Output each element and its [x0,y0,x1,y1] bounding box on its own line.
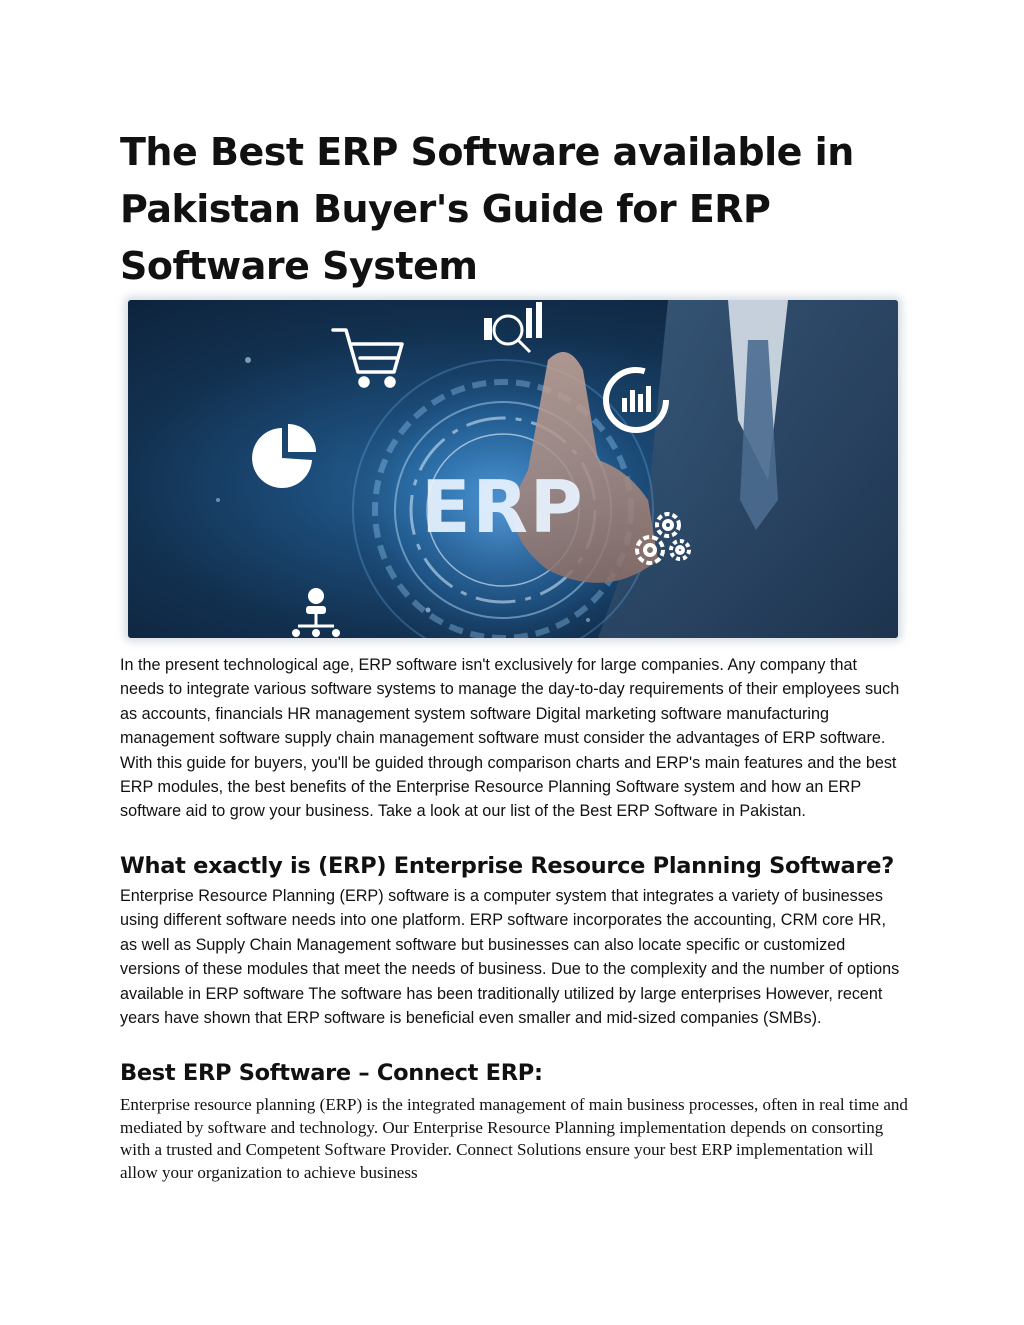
erp-illustration [128,300,898,638]
section-body-connect-erp: Enterprise resource planning (ERP) is the integrated management of main business processes, often in real time and mediated by software and technology. Our Enterprise Resource Planning implementation depends on consorting with a trusted and Competent Software Provider. Connect Solutions ensure your best ERP implementation will allow your organization to achieve business [120,1095,908,1182]
pie-chart-icon [252,424,316,488]
section-body-what-is-erp: Enterprise Resource Planning (ERP) software is a computer system that integrates a variety of businesses using different software needs into one platform. ERP software incorporates the accounting, CRM core HR, as well as Supply Chain Management software but businesses can also locate specific or customized versions of these modules that meet the needs of business. Due to the complexity and the number of options available in ERP software The software has been traditionally utilized by large enterprises However, recent years have shown that ERP software is beneficial even smaller and mid-sized companies (SMBs). [120,887,900,1028]
section-heading-connect-erp: Best ERP Software – Connect ERP: [120,1060,543,1086]
org-chart-icon [292,588,340,637]
erp-hero-image [128,300,898,638]
page-title: The Best ERP Software available in Pakistan Buyer's Guide for ERP Software System [120,130,854,288]
shopping-cart-icon [333,330,402,386]
erp-center-label: ERP [421,465,585,549]
intro-paragraph: In the present technological age, ERP software isn't exclusively for large companies. Any company that needs to integrate various software systems to manage the day-to-day requirements of their employees such as accounts, financials HR management system software Digital marketing software manufacturing management software supply chain management software must consider the advantages of ERP software. With this guide for buyers, you'll be guided through comparison charts and ERP's main features and the best ERP modules, the best benefits of the Enterprise Resource Planning Software system and how an ERP software aid to grow your business. Take a look at our list of the Best ERP Software in Pakistan. [120,656,900,821]
section-heading-what-is-erp: What exactly is (ERP) Enterprise Resource Planning Software? [120,853,894,879]
